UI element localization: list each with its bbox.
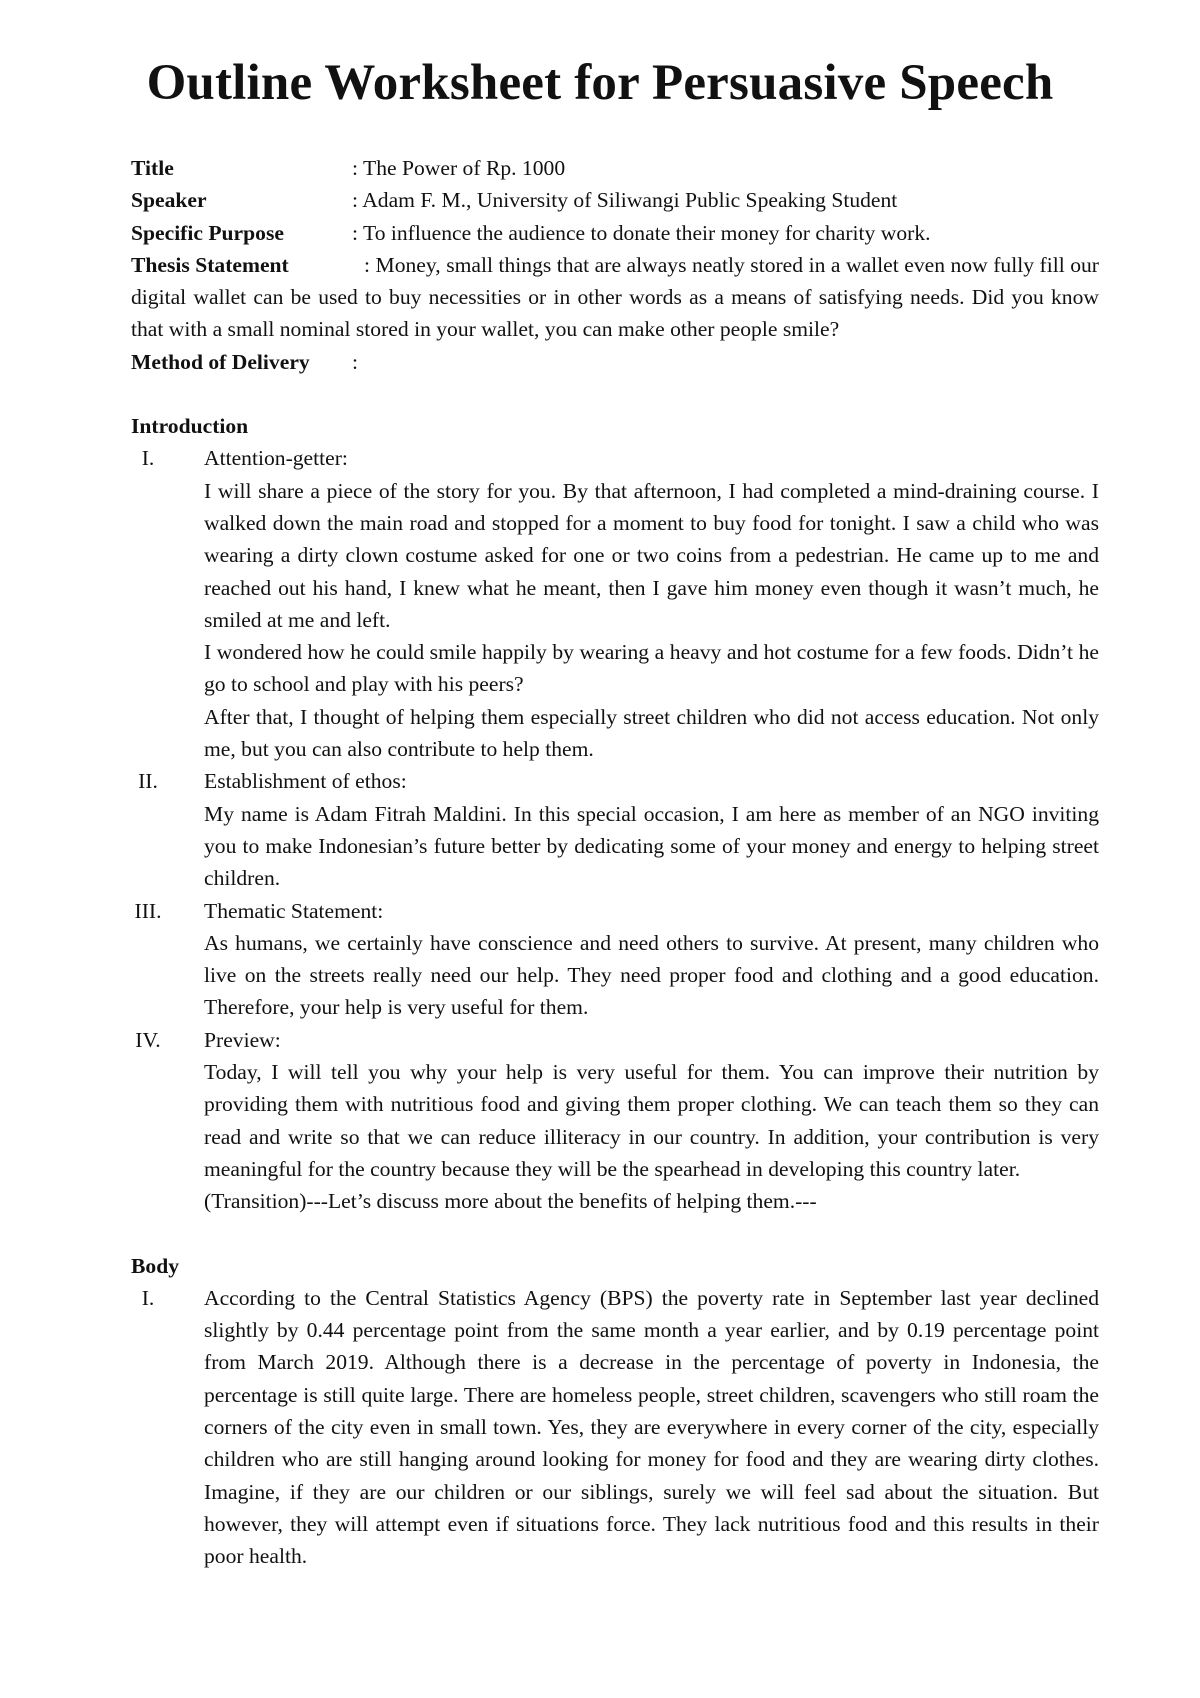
item-paragraph: I will share a piece of the story for you. By that afternoon, I had completed a mind-draining course. I walked down the main road and stopped for a moment to buy food for tonight. I saw a child who was wearing a dirty clown costume asked for one or two coins from a pedestrian. He came up to me and reached out his hand, I knew what he meant, then I gave him money even though it wasn’t much, he smiled at me and left. xyxy=(204,478,1099,632)
intro-item-establishment-of-ethos xyxy=(131,765,1099,894)
introduction-heading: Introduction xyxy=(131,414,249,439)
method-of-delivery-row xyxy=(131,346,1099,378)
item-number: II. xyxy=(138,769,158,794)
speaker-value: : Adam F. M., University of Siliwangi Public Speaking Student xyxy=(352,188,898,213)
spacer xyxy=(131,378,1099,410)
item-paragraph: Today, I will tell you why your help is very useful for them. You can improve their nutrition by providing them with nutritious food and giving them proper clothing. We can teach them so they can read and write so that we can reduce illiteracy in our country. In addition, your contribution is very meaningful for the country because they will be the spearhead in developing this country later. xyxy=(204,1060,1099,1181)
document-content xyxy=(131,152,1099,1572)
intro-item-preview xyxy=(131,1024,1099,1218)
method-of-delivery-value: : xyxy=(352,349,358,374)
transition-text: (Transition)---Let’s discuss more about the benefits of helping them.--- xyxy=(204,1189,817,1214)
title-value: : The Power of Rp. 1000 xyxy=(352,156,566,180)
item-title: Preview: xyxy=(204,1027,281,1052)
intro-item-attention-getter xyxy=(131,442,1099,765)
body-heading: Body xyxy=(131,1253,180,1278)
title-label: Title xyxy=(131,156,174,180)
item-title: Establishment of ethos: xyxy=(204,769,407,794)
intro-item-thematic-statement xyxy=(131,895,1099,1024)
item-paragraph: According to the Central Statistics Agency (BPS) the poverty rate in September last year declined slightly by 0.44 percentage point from the same month a year earlier, and by 0.19 percentage point from March 2019. Although there is a decrease in the percentage of poverty in Indonesia, the percentage is still quite large. There are homeless people, street children, scavengers who still roam the corners of the city even in small town. Yes, they are everywhere in every corner of the city, especially children who are still hanging around looking for money for food and they are wearing dirty clothes. Imagine, if they are our children or our siblings, surely we will feel sad about the situation. But however, they will attempt even if situations force. They lack nutritious food and this results in their poor health. xyxy=(204,1285,1099,1569)
specific-purpose-value: : To influence the audience to donate their money for charity work. xyxy=(352,220,931,245)
item-paragraph: My name is Adam Fitrah Maldini. In this special occasion, I am here as member of an NGO inviting you to make Indonesian’s future better by dedicating some of your money and energy to helping street children. xyxy=(204,801,1099,891)
item-title: Attention-getter: xyxy=(204,446,348,471)
item-paragraph: I wondered how he could smile happily by wearing a heavy and hot costume for a few foods. Didn’t he go to school and play with his peers? xyxy=(204,640,1099,697)
item-title: Thematic Statement: xyxy=(204,898,384,923)
specific-purpose-label: Specific Purpose xyxy=(131,220,284,245)
speaker-label: Speaker xyxy=(131,188,207,213)
item-paragraph: After that, I thought of helping them especially street children who did not access education. Not only me, but you can also contribute to help them. xyxy=(204,704,1099,762)
method-of-delivery-label: Method of Delivery xyxy=(131,349,310,374)
item-number: I. xyxy=(141,1285,155,1310)
item-number: III. xyxy=(134,898,162,923)
thesis-statement-value: : Money, small things that are always neatly stored in a wallet even now fully fill our digital wallet can be used to buy necessities or in other words as a means of satisfying needs. Did you know that with a small nominal stored in your wallet, you can make other people smile? xyxy=(131,252,1099,342)
item-number: I. xyxy=(141,446,155,471)
document-title: Outline Worksheet for Persuasive Speech xyxy=(146,55,1054,111)
thesis-statement-label: Thesis Statement xyxy=(131,252,289,277)
thesis-statement-row xyxy=(131,249,1099,346)
speaker-row xyxy=(131,184,1099,216)
spacer xyxy=(131,1218,1099,1250)
item-number: IV. xyxy=(135,1027,161,1052)
body-item-1 xyxy=(131,1282,1099,1573)
title-row xyxy=(131,152,1099,184)
specific-purpose-row xyxy=(131,217,1099,249)
item-paragraph: As humans, we certainly have conscience and need others to survive. At present, many children who live on the streets really need our help. They need proper food and clothing and a good education. Therefore, your help is very useful for them. xyxy=(204,930,1099,1020)
